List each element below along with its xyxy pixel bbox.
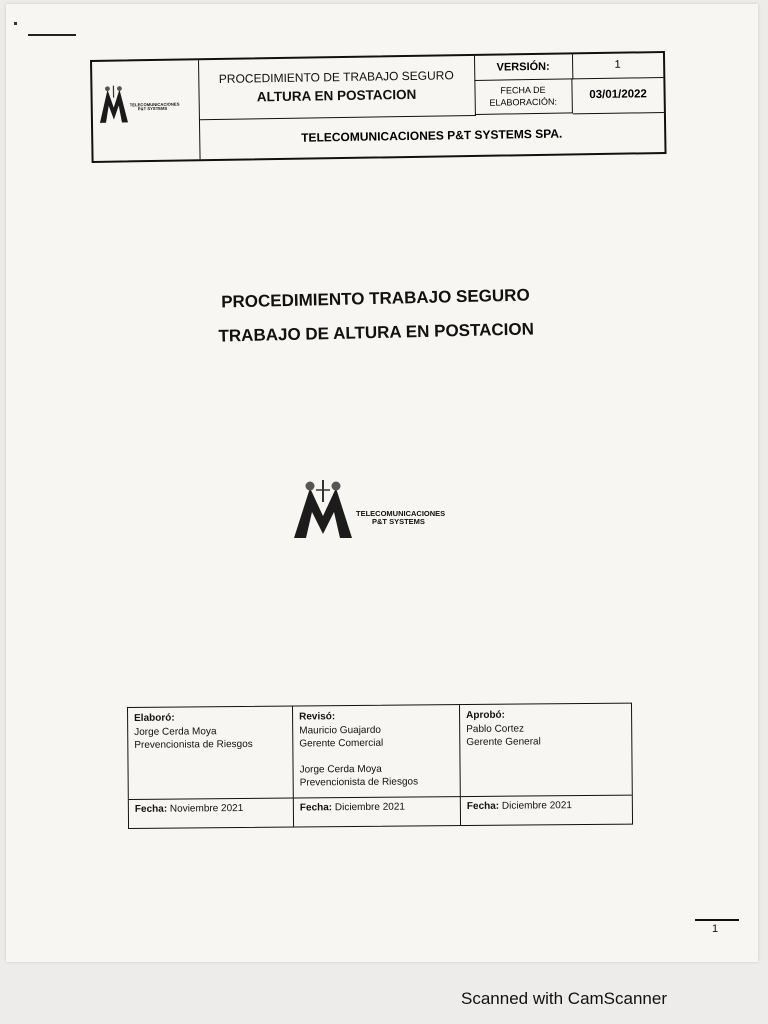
camscanner-watermark: Scanned with CamScanner <box>461 989 668 1008</box>
center-logo-text-line2: P&T SYSTEMS <box>372 516 425 526</box>
center-logo-text-line1: TELECOMUNICACIONES <box>356 509 446 518</box>
header-title-cell <box>198 56 476 120</box>
aprobo-date-cell <box>461 795 632 825</box>
date-value: 03/01/2022 <box>572 77 664 114</box>
header-title-line1: PROCEDIMIENTO DE TRABAJO SEGURO <box>218 68 454 86</box>
company-logo <box>98 83 180 128</box>
reviso-date-cell <box>294 796 461 826</box>
logo-m-icon <box>98 83 129 123</box>
logo-text-line2: P&T SYSTEMS <box>137 106 168 112</box>
date-label <box>474 78 573 115</box>
reviso-date-label: Fecha: <box>299 802 333 814</box>
elaboro-role: Prevencionista de Riesgos <box>134 738 253 751</box>
document-title-line2: TRABAJO DE ALTURA EN POSTACION <box>218 319 535 346</box>
center-logo-m-icon <box>292 476 354 540</box>
page-number-rule <box>695 919 739 921</box>
reviso-name: Mauricio Guajardo <box>299 724 381 736</box>
elaboro-date-cell <box>129 798 294 828</box>
aprobo-cell <box>460 704 632 796</box>
elaboro-label: Elaboró: <box>134 712 175 724</box>
reviso-role: Gerente Comercial <box>299 737 384 750</box>
scanned-page <box>6 4 758 962</box>
scan-speck <box>14 22 17 25</box>
top-dash-mark <box>28 34 76 36</box>
document-header-table <box>90 51 667 163</box>
reviso-cell <box>293 705 461 797</box>
aprobo-date: Diciembre 2021 <box>501 800 572 812</box>
aprobo-label: Aprobó: <box>466 709 506 722</box>
document-title-line1: PROCEDIMIENTO TRABAJO SEGURO <box>220 285 530 312</box>
reviso-label: Revisó: <box>299 711 336 723</box>
elaboro-date-label: Fecha: <box>134 803 168 815</box>
aprobo-name: Pablo Cortez <box>466 723 525 735</box>
aprobo-date-label: Fecha: <box>466 800 500 813</box>
elaboro-cell <box>128 707 294 799</box>
center-company-logo <box>292 476 446 545</box>
page-number: 1 <box>712 923 719 935</box>
version-value: 1 <box>572 53 663 79</box>
aprobo-role: Gerente General <box>466 736 541 749</box>
reviso-role-2: Prevencionista de Riesgos <box>299 776 419 789</box>
reviso-name-2: Jorge Cerda Moya <box>299 763 382 775</box>
date-label-line2: ELABORACIÓN: <box>489 96 558 108</box>
document-title <box>155 284 596 362</box>
reviso-date: Diciembre 2021 <box>334 801 405 814</box>
elaboro-date: Noviembre 2021 <box>169 802 244 815</box>
header-title-line2: ALTURA EN POSTACION <box>256 86 417 105</box>
elaboro-name: Jorge Cerda Moya <box>134 725 217 738</box>
version-label: VERSIÓN: <box>474 54 573 81</box>
logo-text-line1: TELECOMUNICACIONES <box>129 101 180 108</box>
date-label-line1: FECHA DE <box>500 84 546 96</box>
header-logo-cell <box>92 60 201 161</box>
approval-table <box>127 703 633 829</box>
company-name: TELECOMUNICACIONES P&T SYSTEMS SPA. <box>301 126 563 145</box>
